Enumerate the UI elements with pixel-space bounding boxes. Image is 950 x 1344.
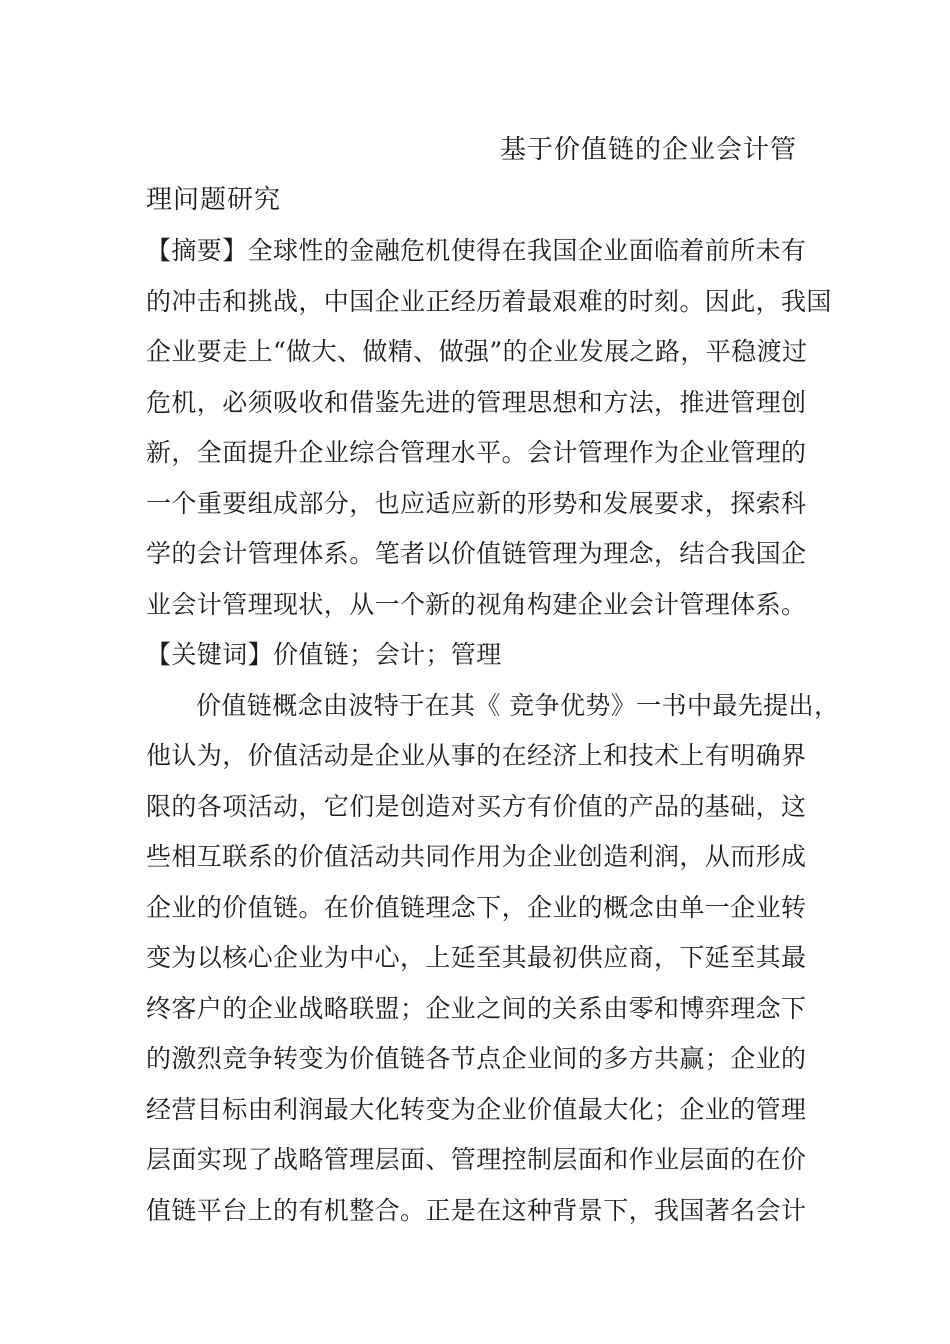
- abstract-line: 新，全面提升企业综合管理水平。会计管理作为企业管理的: [146, 438, 807, 467]
- document-title-part2: 理问题研究: [146, 185, 282, 215]
- document-title-part1: 基于价值链的企业会计管: [500, 135, 798, 165]
- paragraph-line: 的激烈竞争转变为价值链各节点企业间的多方共赢；企业的: [146, 1044, 807, 1073]
- abstract-line: 一个重要组成部分，也应适应新的形势和发展要求，探索科: [146, 488, 807, 518]
- paragraph-line: 终客户的企业战略联盟；企业之间的关系由零和博弈理念下: [146, 993, 807, 1023]
- abstract-line: 业会计管理现状，从一个新的视角构建企业会计管理体系。: [146, 589, 807, 619]
- paragraph-line: 层面实现了战略管理层面、管理控制层面和作业层面的在价: [146, 1145, 807, 1174]
- abstract-line: 【摘要】全球性的金融危机使得在我国企业面临着前所未有: [146, 236, 807, 265]
- paragraph-line: 他认为，价值活动是企业从事的在经济上和技术上有明确界: [146, 741, 807, 770]
- body-paragraph: [146, 687, 840, 1243]
- paragraph-line: 变为以核心企业为中心，上延至其最初供应商，下延至其最: [146, 943, 807, 972]
- keywords-line: 【关键词】价值链；会计；管理: [146, 640, 502, 669]
- abstract-line: 企业要走上“做大、做精、做强”的企业发展之路，平稳渡过: [146, 337, 808, 366]
- paragraph-line: 经营目标由利润最大化转变为企业价值最大化；企业的管理: [146, 1094, 807, 1124]
- abstract-section: [146, 232, 832, 636]
- paragraph-line: 些相互联系的价值活动共同作用为企业创造利润，从而形成: [146, 842, 807, 871]
- paragraph-line: 值链平台上的有机整合。正是在这种背景下，我国著名会计: [146, 1195, 807, 1225]
- paragraph-line: 价值链概念由波特于在其《 竞争优势》一书中最先提出，: [196, 690, 840, 720]
- paragraph-line: 限的各项活动，它们是创造对买方有价值的产品的基础，这: [146, 791, 807, 821]
- abstract-line: 学的会计管理体系。笔者以价值链管理为理念，结合我国企: [146, 539, 807, 568]
- paragraph-line: 企业的价值链。在价值链理念下，企业的概念由单一企业转: [146, 892, 807, 922]
- document-body: [146, 232, 840, 1242]
- abstract-line: 危机，必须吸收和借鉴先进的管理思想和方法，推进管理创: [146, 387, 807, 417]
- abstract-line: 的冲击和挑战，中国企业正经历着最艰难的时刻。因此，我国: [146, 286, 832, 316]
